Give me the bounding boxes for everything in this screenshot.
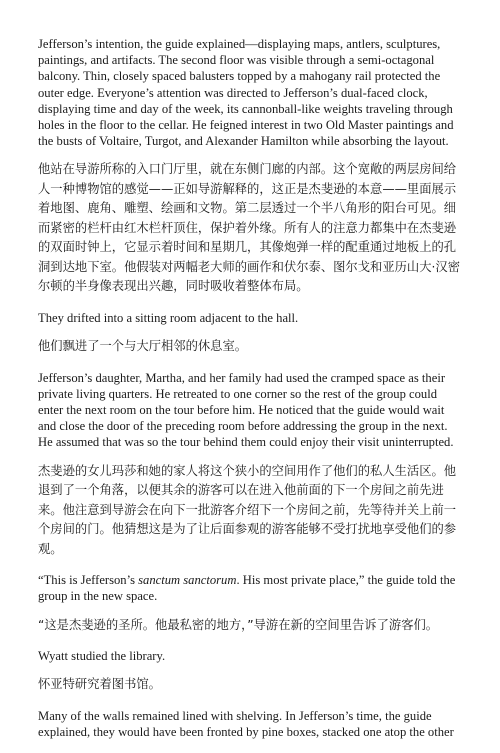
paragraph-en-sitting-room: They drifted into a sitting room adjacent to the hall. xyxy=(38,310,299,325)
paragraph-en-shelving: Many of the walls remained lined with shelving. In Jefferson’s time, the guide explained, they would have been fronted by pine boxes, stacked one atop the other xyxy=(38,708,454,739)
paragraph-en-library: Wyatt studied the library. xyxy=(38,649,166,664)
sanctum-text-post: . His most private place,” the guide told the group in the new space. xyxy=(38,573,456,604)
paragraph-en-sanctum xyxy=(38,572,462,604)
paragraph-zh-hall: 他站在导游所称的入口门厅里，就在东侧门廊的内部。这个宽敞的两层房间给人一种博物馆的感觉——正如导游解释的，这正是杰斐逊的本意——里面展示着地图、鹿角、雕塑、绘画和文物。第二层透过一个半八角形的阳台可见。细而紧密的栏杆由红木栏杆顶住，保护着外缘。所有人的注意力都集中在杰斐逊的双面时钟上，它显示着时间和星期几，其像炮弹一样的配重通过地板上的孔洞到达地下室。他假装对两幅老大师的画作和伏尔泰、图尔戈和亚历山大·汉密尔顿的半身像表现出兴趣，同时吸收着整体布局。 xyxy=(38,162,461,294)
paragraph-zh-sitting-room: 他们飘进了一个与大厅相邻的休息室。 xyxy=(38,339,248,354)
paragraph-zh-sanctum: “这是杰斐逊的圣所。他最私密的地方，”导游在新的空间里告诉了游客们。 xyxy=(38,617,439,632)
paragraph-zh-martha: 杰斐逊的女儿玛莎和她的家人将这个狭小的空间用作了他们的私人生活区。他退到了一个角落，以便其余的游客可以在进入他前面的下一个房间之前先进来。他注意到导游会在向下一批游客介绍下一个房间之前，先等待并关上前一个房间的门。他猜想这是为了让后面参观的游客能够不受打扰地享受他们的参观。 xyxy=(38,463,457,556)
document-page xyxy=(38,36,462,753)
paragraph-en-martha: Jefferson’s daughter, Martha, and her family had used the cramped space as their private living quarters. He retreated to one corner so the rest of the group could enter the next room on the tour before him. He noticed that the guide would wait and close the door of the preceding room before addressing the group in the next. He assumed that was so the tour behind them could enjoy their visit uninterrupted. xyxy=(38,370,454,450)
sanctum-italic: sanctum sanctorum xyxy=(138,573,237,588)
paragraph-en-hall: Jefferson’s intention, the guide explained—displaying maps, antlers, sculptures, paintings, and artifacts. The second floor was visible through a semi-octagonal balcony. Thin, closely spaced balusters topped by a mahogany rail protected the outer edge. Everyone’s attention was directed to Jefferson’s dual-faced clock, displaying time and day of the week, its cannonball-like weights traveling through holes in the floor to the cellar. He feigned interest in two Old Master paintings and the busts of Voltaire, Turgot, and Alexander Hamilton while absorbing the layout. xyxy=(38,37,454,149)
paragraph-zh-library: 怀亚特研究着图书馆。 xyxy=(38,677,161,692)
sanctum-text-pre: “This is Jefferson’s xyxy=(38,573,139,588)
